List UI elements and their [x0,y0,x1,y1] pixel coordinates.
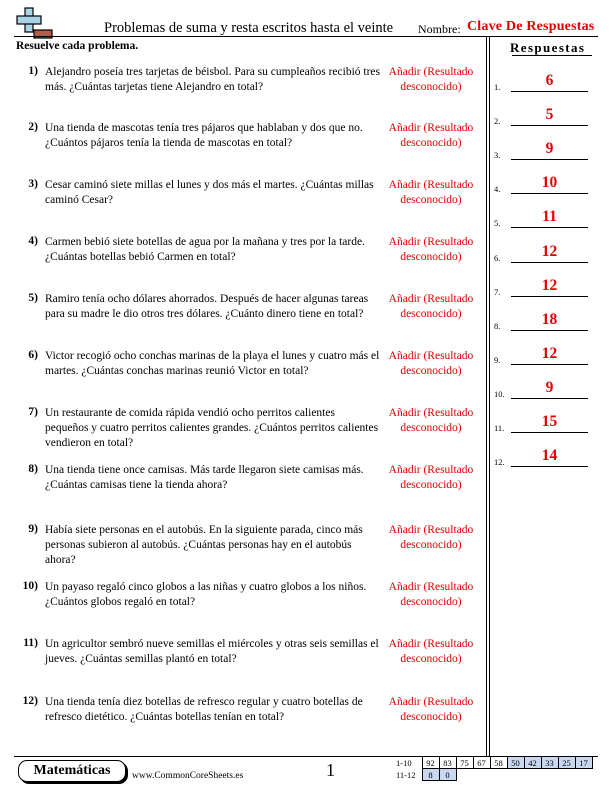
site-url: www.CommonCoreSheets.es [132,771,244,781]
answer-label: 4. [494,184,501,194]
brand-badge: Matemáticas [18,760,126,782]
score-row [396,769,592,781]
problem-text: Cesar caminó siete millas el lunes y dos más el martes. ¿Cuántas millas caminó Cesar? [45,179,374,206]
answer-value: 9 [545,379,554,396]
answer-column-border [489,36,490,756]
answer-line [511,227,588,228]
problem-type: Añadir (Resultado desconocido) [388,122,474,149]
problem-number: 2) [28,121,38,133]
problem-number: 8) [28,463,38,475]
page-number: 1 [326,760,335,780]
problem-text: Un restaurante de comida rápida vendió ocho perritos calientes pequeños y cuatro perritos calientes grandes. ¿Cuántos perritos calientes vendieron en total? [45,407,379,449]
answer-item [494,142,594,162]
score-cell: 75 [456,757,473,769]
answer-column-border [486,36,487,756]
problem-type: Añadir (Resultado desconocido) [388,638,474,665]
answer-item [494,381,594,401]
worksheet-title: Problemas de suma y resta escritos hasta el veinte [104,20,394,36]
answer-line [511,125,588,126]
problem-type: Añadir (Resultado desconocido) [388,696,474,723]
answer-label: 3. [494,150,501,160]
problem-item [14,406,484,462]
problem-item [14,637,484,693]
problem-item [14,580,484,636]
answer-item [494,176,594,196]
answer-label: 2. [494,116,501,126]
score-cell: 58 [490,757,507,769]
problem-type: Añadir (Resultado desconocido) [388,236,474,263]
answer-item [494,74,594,94]
answer-line [511,432,588,433]
score-cell: 67 [473,757,490,769]
score-cell: 50 [507,757,524,769]
problem-type: Añadir (Resultado desconocido) [388,407,474,434]
answer-value: 9 [545,140,554,157]
problem-number: 3) [28,178,38,190]
problem-item [14,235,484,291]
score-cell: 92 [422,757,439,769]
answer-value: 14 [541,447,558,464]
answer-label: 12. [494,457,505,467]
answer-value: 5 [545,106,554,123]
problem-text: Victor recogió ocho conchas marinas de la playa el lunes y cuatro más el martes. ¿Cuántas conchas marinas reunió Victor en total? [45,350,380,377]
problem-text: Carmen bebió siete botellas de agua por la mañana y tres por la tarde. ¿Cuántas botellas bebió Carmen en total? [45,236,365,263]
score-cell: 25 [558,757,575,769]
problem-number: 5) [28,292,38,304]
answer-label: 11. [494,423,505,433]
problem-type: Añadir (Resultado desconocido) [388,350,474,377]
problem-item [14,695,484,751]
answer-value: 12 [541,243,558,260]
answer-value: 10 [541,174,558,191]
problem-type: Añadir (Resultado desconocido) [388,66,474,93]
answer-line [511,296,588,297]
answer-item [494,415,594,435]
problem-text: Una tienda tiene once camisas. Más tarde llegaron siete camisas más. ¿Cuántas camisas tiene la tienda ahora? [45,464,364,491]
answer-line [511,330,588,331]
answer-line [511,159,588,160]
answer-label: 7. [494,287,501,297]
problem-text: Una tienda tenía diez botellas de refresco regular y cuatro botellas de refresco dietético. ¿Cuántas botellas tenían en total? [45,696,363,723]
score-cell: 83 [439,757,456,769]
name-label: Nombre: [418,22,461,36]
problem-item [14,349,484,405]
problem-type: Añadir (Resultado desconocido) [388,293,474,320]
answer-item [494,245,594,265]
score-cell: 33 [541,757,558,769]
answer-item [494,210,594,230]
answer-line [511,466,588,467]
problem-number: 12) [22,695,38,707]
answer-label: 9. [494,355,501,365]
answer-value: 15 [541,413,558,430]
problem-type: Añadir (Resultado desconocido) [388,464,474,491]
problem-item [14,292,484,348]
answer-line [511,91,588,92]
answer-line [511,262,588,263]
answer-value: 12 [541,277,558,294]
problem-item [14,463,484,519]
problem-text: Había siete personas en el autobús. En la siguiente parada, cinco más personas subieron al autobús. ¿Cuántas personas hay en el autobús ahora? [45,524,363,566]
score-cell: 0 [439,769,456,781]
problem-number: 1) [28,65,38,77]
problem-text: Un payaso regaló cinco globos a las niñas y cuatro globos a los niños. ¿Cuántos globos regaló en total? [45,581,367,608]
score-cell: 17 [575,757,592,769]
problem-text: Ramiro tenía ocho dólares ahorrados. Después de hacer algunas tareas para su madre le dio otros tres dólares. ¿Cuánto dinero tiene en total? [45,293,369,320]
problem-text: Una tienda de mascotas tenía tres pájaros que hablaban y dos que no. ¿Cuántos pájaros tenía la tienda de mascotas en total? [45,122,363,149]
score-cell: 42 [524,757,541,769]
problem-text: Alejandro poseía tres tarjetas de béisbol. Para su cumpleaños recibió tres más. ¿Cuántas tarjetas tiene Alejandro en total? [45,66,380,93]
answer-label: 5. [494,218,501,228]
answer-line [511,398,588,399]
problem-text: Un agricultor sembró nueve semillas el miércoles y otras seis semillas el jueves. ¿Cuántas semillas plantó en total? [45,638,379,665]
name-value: Clave De Respuestas [467,19,595,34]
problem-type: Añadir (Resultado desconocido) [388,581,474,608]
answer-item [494,108,594,128]
problem-number: 9) [28,523,38,535]
problem-type: Añadir (Resultado desconocido) [388,524,474,551]
answer-item [494,279,594,299]
answer-label: 10. [494,389,505,399]
header-divider [14,36,598,37]
problem-number: 10) [22,580,38,592]
answer-line [511,364,588,365]
score-cell: 8 [422,769,439,781]
score-row-label: 1-10 [396,757,412,768]
answer-value: 12 [541,345,558,362]
problem-number: 4) [28,235,38,247]
problem-number: 7) [28,406,38,418]
problem-number: 6) [28,349,38,361]
answer-label: 1. [494,82,501,92]
answer-item [494,313,594,333]
answers-heading: Respuestas [510,40,586,55]
score-table [396,756,593,781]
answer-item [494,347,594,367]
problem-item [14,178,484,234]
problem-item [14,121,484,177]
answer-label: 8. [494,321,501,331]
answers-heading-underline [512,55,592,56]
score-row [396,757,592,769]
answer-label: 6. [494,253,501,263]
answer-value: 11 [542,208,557,225]
answer-value: 18 [541,311,558,328]
answer-value: 6 [545,72,554,89]
answer-line [511,193,588,194]
instructions: Resuelve cada problema. [16,40,139,52]
score-row-label: 11-12 [396,769,416,780]
problem-type: Añadir (Resultado desconocido) [388,179,474,206]
problem-number: 11) [23,637,38,649]
answer-item [494,449,594,469]
problem-item [14,523,484,579]
problem-item [14,65,484,121]
